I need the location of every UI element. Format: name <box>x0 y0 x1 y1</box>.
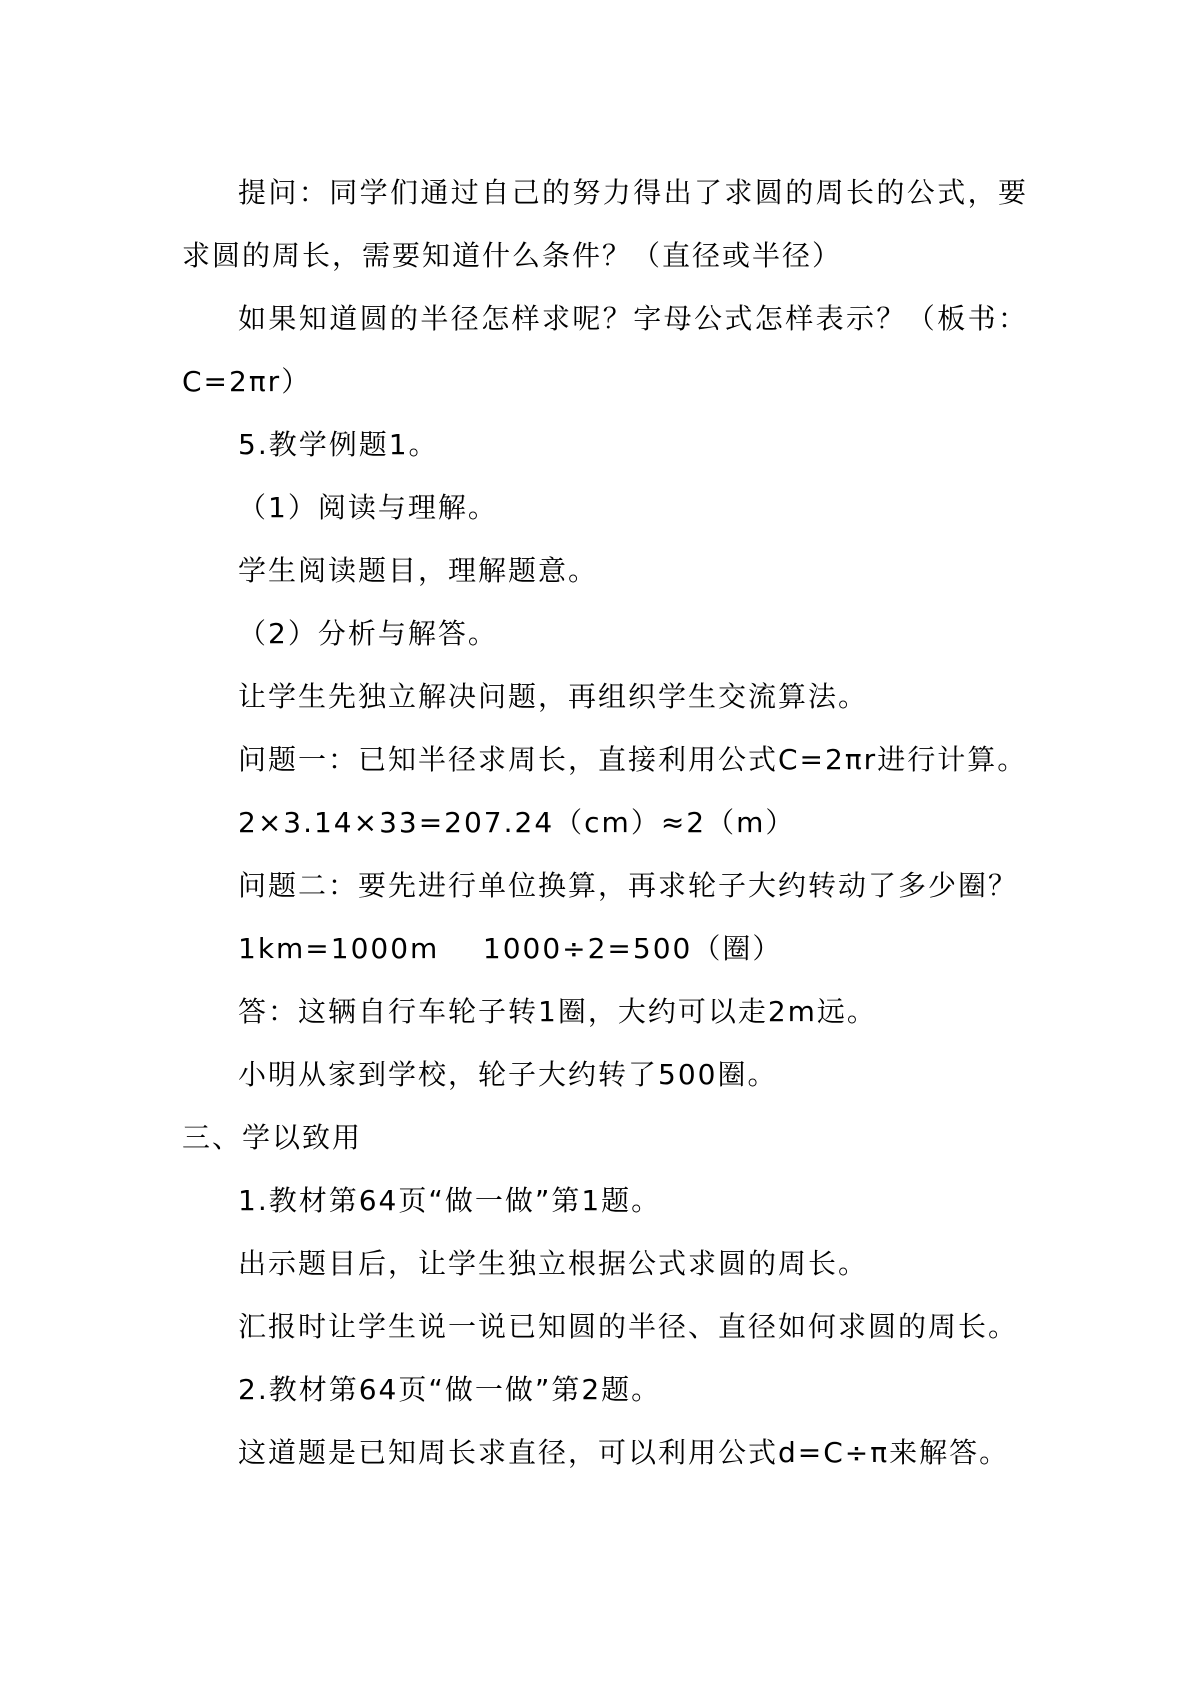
paragraph-question-circumference: 提问：同学们通过自己的努力得出了求圆的周长的公式，要求圆的周长，需要知道什么条件？（直径或半径） <box>182 176 1028 272</box>
paragraph-exercise-1-report: 汇报时让学生说一说已知圆的半径、直径如何求圆的周长。 <box>238 1310 1019 1343</box>
paragraph-answer-laps: 小明从家到学校，轮子大约转了500圈。 <box>238 1058 778 1091</box>
section-heading-apply: 三、学以致用 <box>182 1121 363 1154</box>
paragraph-problem-1: 问题一：已知半径求周长，直接利用公式C=2πr进行计算。 <box>238 743 1028 776</box>
paragraph-formula-radius: 如果知道圆的半径怎样求呢？字母公式怎样表示？（板书：C=2πr） <box>182 302 1028 398</box>
paragraph-exercise-1: 出示题目后，让学生独立根据公式求圆的周长。 <box>238 1247 869 1280</box>
paragraph-answer-distance: 答：这辆自行车轮子转1圈，大约可以走2m远。 <box>238 995 877 1028</box>
calculation-problem-2: 1km=1000m 1000÷2=500（圈） <box>238 932 783 965</box>
step-heading-example-1: 5.教学例题1。 <box>238 428 439 461</box>
paragraph-exercise-2: 这道题是已知周长求直径，可以利用公式d=C÷π来解答。 <box>238 1436 1010 1469</box>
paragraph-problem-2: 问题二：要先进行单位换算，再求轮子大约转动了多少圈？ <box>238 869 1019 902</box>
exercise-2-heading: 2.教材第64页“做一做”第2题。 <box>238 1373 662 1406</box>
paragraph-reading: 学生阅读题目，理解题意。 <box>238 554 599 587</box>
paragraph-independent-solving: 让学生先独立解决问题，再组织学生交流算法。 <box>238 680 869 713</box>
sub-heading-reading: （1）阅读与理解。 <box>238 491 498 524</box>
document-body <box>182 161 1028 1484</box>
calculation-problem-1: 2×3.14×33=207.24（cm）≈2（m） <box>238 806 796 839</box>
sub-heading-analysis: （2）分析与解答。 <box>238 617 498 650</box>
exercise-1-heading: 1.教材第64页“做一做”第1题。 <box>238 1184 662 1217</box>
